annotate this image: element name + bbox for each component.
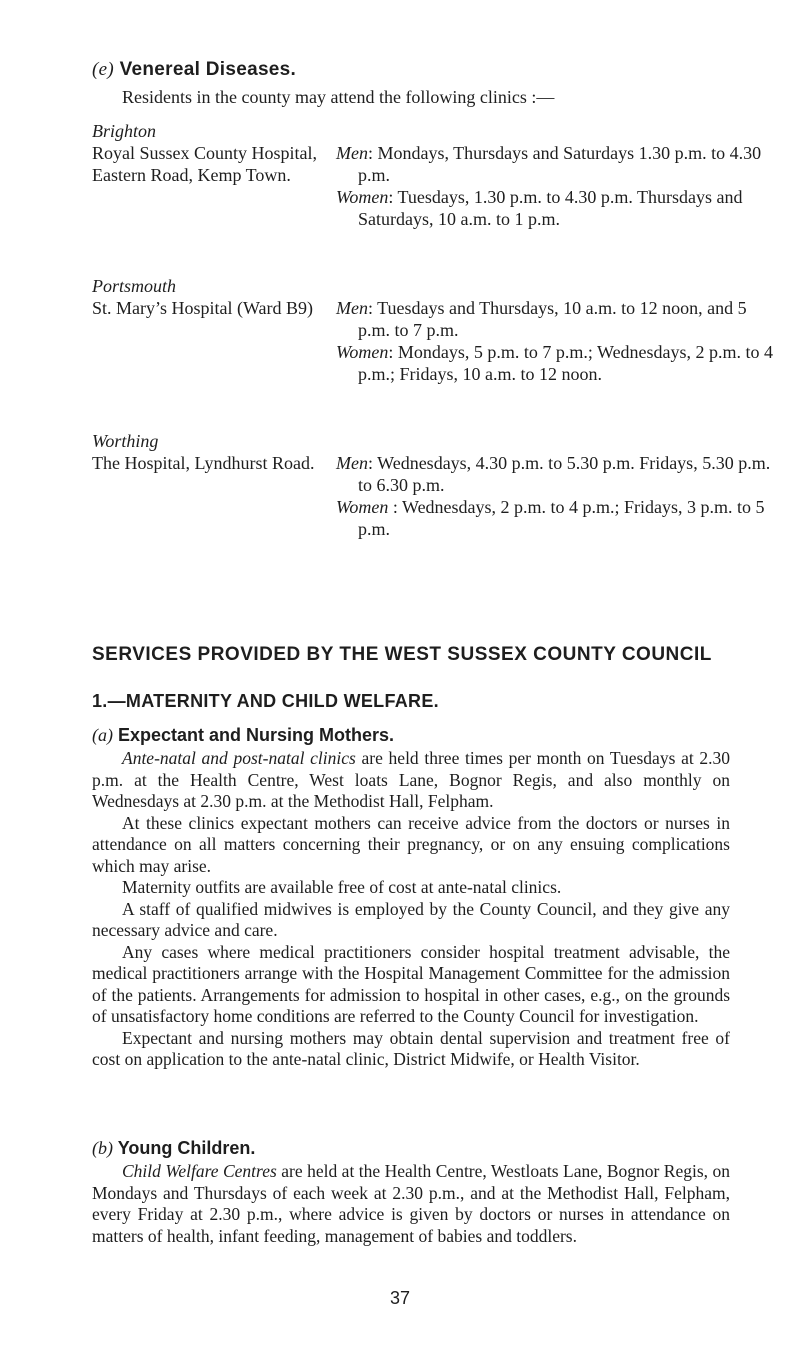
hours-women: Women: Tuesdays, 1.30 p.m. to 4.30 p.m. Thursdays and Saturdays, 10 a.m. to 1 p.m.	[336, 187, 743, 229]
venereal-diseases-title: Venereal Diseases.	[119, 59, 297, 80]
clinic-address-line: Eastern Road, Kemp Town.	[92, 165, 291, 185]
expectant-body	[92, 748, 730, 1071]
section-letter: (a)	[92, 725, 113, 745]
hours-women: Women: Mondays, 5 p.m. to 7 p.m.; Wednesdays, 2 p.m. to 4 p.m.; Fridays, 10 a.m. to 12 noon.	[336, 342, 774, 384]
clinic-address-line: St. Mary’s Hospital (Ward B9)	[92, 298, 314, 318]
young-children-paragraph: Child Welfare Centres are held at the Health Centre, Westloats Lane, Bognor Regis, on Mondays and Thursdays of each week at 2.30 p.m., and at the Methodist Hall, Felpham, every Friday at 2.30 p.m., where advice is given by doctors or nurses in attendance on matters of health, infant feeding, management of babies and toddlers.	[92, 1161, 731, 1246]
expectant-paragraph: Any cases where medical practitioners consider hospital treatment advisable, the medical practitioners arrange with the Hospital Management Committee for the admission of the patients. Arrangements for admission to hospital in other cases, e.g., on the grounds of unsatisfactory home conditions are referred to the County Council for investigation.	[92, 941, 730, 1026]
section-letter: (e)	[92, 59, 114, 80]
expectant-paragraph: A staff of qualified midwives is employed by the County Council, and they give any necessary advice and care.	[92, 898, 730, 940]
hours-men: Men: Wednesdays, 4.30 p.m. to 5.30 p.m. Fridays, 5.30 p.m. to 6.30 p.m.	[336, 453, 771, 495]
section-letter: (b)	[92, 1138, 113, 1158]
expectant-lead-paragraph: Ante-natal and post-natal clinics are held three times per month on Tuesdays at 2.30 p.m. at the Health Centre, West loats Lane, Bognor Regis, and also monthly on Wednesdays at 2.30 p.m. at the Methodist Hall, Felpham.	[92, 748, 730, 811]
young-children-title: Young Children.	[117, 1138, 256, 1158]
expectant-title: Expectant and Nursing Mothers.	[118, 725, 395, 745]
clinic-town: Portsmouth	[92, 276, 177, 296]
clinic-hours-brighton	[336, 142, 776, 230]
expectant-paragraph: Expectant and nursing mothers may obtain dental supervision and treatment free of cost on application to the ante-natal clinic, District Midwife, or Health Visitor.	[92, 1027, 730, 1069]
clinic-town: Brighton	[92, 121, 157, 141]
hours-women: Women : Wednesdays, 2 p.m. to 4 p.m.; Fridays, 3 p.m. to 5 p.m.	[336, 497, 765, 539]
young-children-heading	[92, 1138, 255, 1159]
section-title: 1.—MATERNITY AND CHILD WELFARE.	[92, 691, 439, 711]
clinic-town: Worthing	[92, 431, 159, 451]
clinic-address-line: Royal Sussex County Hospital,	[92, 143, 318, 163]
young-children-body	[92, 1161, 730, 1247]
hours-men: Men: Mondays, Thursdays and Saturdays 1.30 p.m. to 4.30 p.m.	[336, 143, 762, 185]
venereal-diseases-heading	[92, 59, 296, 81]
services-title: SERVICES PROVIDED BY THE WEST SUSSEX COUNTY COUNCIL	[92, 644, 712, 665]
clinic-address-line: The Hospital, Lyndhurst Road.	[92, 453, 315, 473]
hours-men: Men: Tuesdays and Thursdays, 10 a.m. to 12 noon, and 5 p.m. to 7 p.m.	[336, 298, 747, 340]
page-number: 37	[390, 1288, 411, 1308]
venereal-intro: Residents in the county may attend the following clinics :—	[122, 87, 555, 107]
expectant-heading	[92, 725, 394, 746]
clinic-hours-portsmouth	[336, 297, 776, 385]
expectant-paragraph: Maternity outfits are available free of cost at ante-natal clinics.	[122, 877, 562, 897]
expectant-paragraph: At these clinics expectant mothers can receive advice from the doctors or nurses in attendance on all matters concerning their pregnancy, or on any ensuing complications which may arise.	[92, 812, 730, 876]
clinic-hours-worthing	[336, 452, 776, 540]
